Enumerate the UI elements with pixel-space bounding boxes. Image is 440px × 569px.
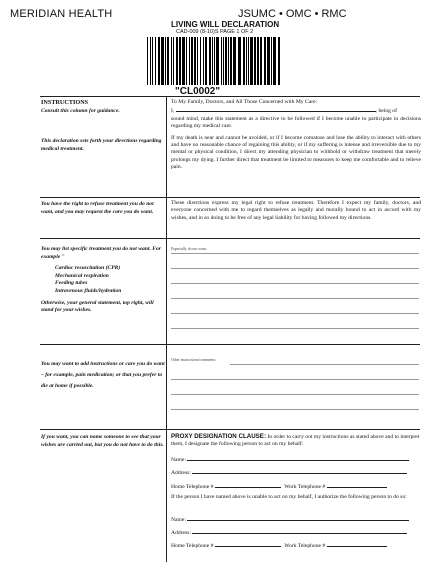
barcode-bar (150, 37, 151, 85)
barcode-bar (257, 37, 259, 85)
barcode-bar (176, 37, 178, 85)
work-telephone-label: Work Telephone # (284, 484, 326, 490)
do-not-want-label: Especially do not want: (171, 247, 207, 251)
barcode-bar (250, 37, 253, 85)
barcode-bar (147, 37, 148, 85)
proxy-phone-row (171, 484, 387, 490)
barcode-bar (267, 37, 270, 85)
barcode-bar (225, 37, 227, 85)
divider-1 (40, 197, 420, 198)
declarant-line (171, 108, 421, 115)
instruction-text: If you want, you can name someone to see that your wishes are carried out, but you do not have to do this. (41, 434, 164, 448)
barcode-bar (186, 37, 187, 85)
divider-4 (40, 429, 420, 430)
barcode-bar (228, 37, 229, 85)
other-instructions-line-2[interactable] (171, 379, 419, 380)
facility-codes: JSUMC • OMC • RMC (238, 8, 347, 20)
barcode-bar (271, 37, 272, 85)
treatment-examples-list (55, 265, 165, 295)
being-of-label: , being of (375, 108, 397, 115)
do-not-want-line-1[interactable] (171, 253, 419, 254)
alternate-proxy-text (171, 494, 421, 501)
barcode-bar (152, 37, 153, 85)
column-divider (166, 96, 167, 562)
barcode-bar (173, 37, 174, 85)
proxy-text: In order to carry out my instructions as stated above and to interpret them, I designate the following person to act on my behalf: (171, 434, 420, 448)
proxy-heading: PROXY DESIGNATION CLAUSE: (171, 433, 266, 440)
barcode-bar (238, 37, 241, 85)
instruction-text: Otherwise, your general statement, top right, will stand for your wishes. (41, 299, 154, 314)
barcode-bar (273, 37, 276, 85)
alternate-address-field[interactable] (192, 533, 407, 534)
barcode-bar (171, 37, 172, 85)
declarant-name-field[interactable] (176, 111, 376, 112)
work-telephone-label: Work Telephone # (284, 543, 326, 549)
barcode-bar (167, 37, 169, 85)
instructions-subheading: Consult this column for guidance. (41, 108, 120, 114)
alternate-home-telephone-field[interactable] (215, 546, 281, 547)
other-instructions-line-3[interactable] (171, 394, 419, 395)
barcode-bar (221, 37, 222, 85)
instruction-text: You may list specific treatment you do not want. For example " (41, 246, 161, 260)
instruction-block-5 (41, 434, 165, 454)
home-telephone-label: Home Telephone # (171, 543, 214, 549)
instruction-block-4 (41, 359, 165, 396)
other-instructions-line-1[interactable] (230, 364, 419, 365)
barcode-bar (182, 37, 185, 85)
barcode-bar (165, 37, 166, 85)
list-item: Intravenous fluids/hydration (55, 287, 122, 294)
instruction-text: This declaration sets forth your directions regarding medical treatment. (41, 138, 162, 152)
paragraph-directive: If my death is near and cannot be avoided, or if I become comatose and lose the ability to interact with others and have no reasonable chance of regaining this ability, or if my suffering is intense and irreversible due to my mental or physical condition, I direct my attending physician to withhold or withdraw treatment that merely prolongs my dying. I further direct that treatment be limited to measures to keep me comfortable and to relieve pain. (171, 134, 421, 171)
barcode-bar (214, 37, 215, 85)
barcode-bar (246, 37, 247, 85)
barcode-bar (230, 37, 232, 85)
form-code: CAD-009 (8-10)S PAGE 1 OF 2 (176, 29, 254, 35)
declaration-section (171, 99, 421, 176)
legal-rights-section (171, 200, 421, 226)
divider-3 (40, 344, 420, 345)
do-not-want-line-2[interactable] (171, 268, 419, 269)
list-item: Cardiac resuscitation (CPR) (55, 265, 121, 272)
barcode-bar (189, 37, 190, 85)
address-label: Address: (171, 530, 191, 536)
proxy-work-telephone-field[interactable] (327, 487, 387, 488)
do-not-want-line-4[interactable] (171, 298, 419, 299)
other-instructions-label: Other instructions/comments: (171, 358, 217, 362)
name-label: Name: (171, 517, 186, 523)
barcode-bar (264, 37, 266, 85)
alternate-work-telephone-field[interactable] (327, 546, 387, 547)
barcode-bar (200, 37, 201, 85)
proxy-section (171, 433, 421, 449)
document-title: LIVING WILL DECLARATION (171, 20, 280, 29)
org-name: MERIDIAN HEALTH (10, 8, 113, 20)
proxy-name-field[interactable] (187, 460, 409, 461)
barcode-image (146, 37, 283, 85)
barcode-bar (194, 37, 196, 85)
alternate-address-row (171, 530, 407, 536)
other-instructions-line-4[interactable] (171, 409, 419, 410)
barcode-bar (197, 37, 198, 85)
instruction-block-2 (41, 201, 165, 220)
proxy-home-telephone-field[interactable] (215, 487, 281, 488)
barcode-bar (243, 37, 245, 85)
i-label: I, (171, 108, 175, 115)
divider-top (40, 96, 420, 97)
barcode-bar (223, 37, 224, 85)
divider-2 (40, 238, 420, 239)
paragraph-legal-right: These directions express my legal right to refuse treatment. Therefore I expect my family, doctors, and everyone concerned with me to regard themselves as legally and morally bound to act in accord with my wishes, and in so doing to be free of any legal liability for having followed my directions. (171, 200, 421, 221)
instruction-text: You may want to add instructions or care you do want – for example, pain medication; or that you prefer to die at home if possible. (41, 361, 165, 389)
proxy-address-field[interactable] (192, 473, 407, 474)
alternate-name-row (171, 517, 409, 523)
barcode-bar (205, 37, 207, 85)
barcode-bar (179, 37, 181, 85)
barcode-bar (260, 37, 262, 85)
instruction-block-1 (41, 138, 165, 157)
barcode-bar (161, 37, 164, 85)
document-id: "CL0002" (175, 86, 221, 97)
barcode-bar (248, 37, 249, 85)
alternate-proxy-description: If the person I have named above is unable to act on my behalf, I authorize the following person to do so: (171, 494, 407, 500)
proxy-name-row (171, 457, 409, 463)
do-not-want-line-3[interactable] (171, 283, 419, 284)
barcode-bar (155, 37, 156, 85)
instruction-text: You have the right to refuse treatment you do not want, and you may request the care you do want. (41, 201, 154, 215)
instructions-heading: INSTRUCTIONS (41, 99, 89, 106)
salutation: To My Family, Doctors, and All Those Concerned with My Care: (171, 99, 318, 105)
proxy-address-row (171, 470, 407, 476)
do-not-want-line-5[interactable] (171, 313, 419, 314)
paragraph-sound-mind: sound mind, make this statement as a directive to be followed if I become unable to participate in decisions regarding my medical care. (171, 115, 421, 130)
alternate-name-field[interactable] (187, 520, 409, 521)
barcode-bar (158, 37, 160, 85)
barcode-bar (254, 37, 256, 85)
barcode-bar (216, 37, 219, 85)
barcode-bar (212, 37, 213, 85)
address-label: Address: (171, 470, 191, 476)
name-label: Name: (171, 457, 186, 463)
barcode-bar (278, 37, 280, 85)
instruction-block-3 (41, 246, 165, 319)
barcode-bar (233, 37, 236, 85)
barcode-bar (209, 37, 211, 85)
list-item: Mechanical respiration (55, 272, 109, 279)
home-telephone-label: Home Telephone # (171, 484, 214, 490)
alternate-phone-row (171, 543, 387, 549)
barcode-bar (191, 37, 193, 85)
list-item: Feeding tubes (55, 280, 88, 287)
do-not-want-line-6[interactable] (171, 328, 419, 329)
barcode-bar (203, 37, 204, 85)
